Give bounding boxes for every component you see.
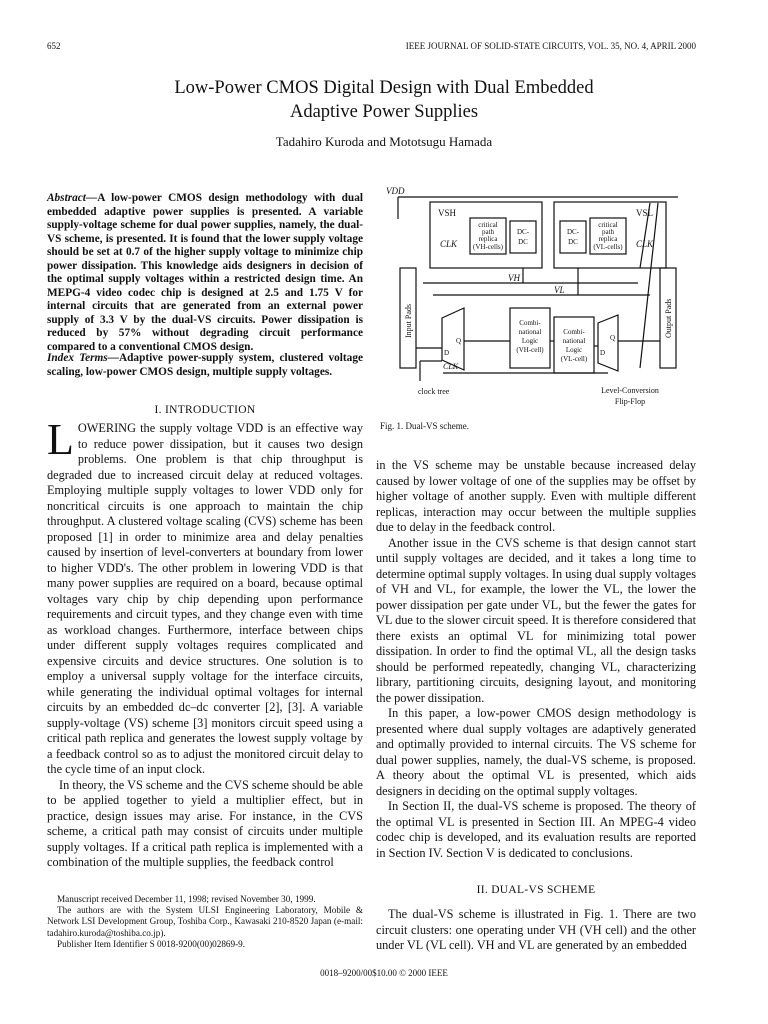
section-1-heading: I. INTRODUCTION	[154, 404, 256, 416]
index-terms-label: Index Terms—	[47, 352, 119, 364]
q-left-label: Q	[456, 337, 462, 345]
vsh-label: VSH	[438, 208, 457, 218]
level-conversion-line-2: Flip-Flop	[614, 397, 646, 406]
comb-h-line-3: Logic	[521, 337, 539, 345]
abstract-text: A low-power CMOS design methodology with dual embedded adaptive power supplies is presented. A variable supply-voltage scheme for dual power supplies, namely, the dual-VS scheme, is presented. It is found that the lower supply voltage should be set at 0.7 of the higher supply voltage to minimize chip power dissipation. This knowledge aids designers in decision of the optimal supply voltages within a restricted design time. An MEPG-4 video codec chip is designed at 2.5 and 1.75 V for internal circuits that are generated from an external power supply of 3.3 V by the dual-VS circuits. Power dissipation is reduced by 57% without degrading circuit performance compared to a conventional CMOS design.	[47, 192, 363, 353]
footnotes	[47, 894, 363, 950]
authors: Tadahiro Kuroda and Mototsugu Hamada	[275, 134, 493, 149]
drop-cap: L	[47, 415, 74, 464]
output-pads-label: Output Pads	[664, 298, 673, 338]
replica-h-line-2: path	[481, 228, 495, 236]
abstract	[47, 192, 363, 354]
q-right-label: Q	[610, 334, 616, 342]
comb-l-line-4: (VL-cell)	[560, 355, 588, 363]
comb-h-line-1: Combi-	[519, 319, 541, 327]
index-terms	[47, 352, 363, 379]
title-line-1: Low-Power CMOS Digital Design with Dual Embedded	[174, 78, 594, 98]
intro-column-2	[376, 458, 696, 861]
comb-l-line-1: Combi-	[563, 328, 585, 336]
replica-h-line-4: (VH-cells)	[473, 243, 503, 251]
index-terms-text: Adaptive power-supply system, clustered voltage scaling, low-power CMOS design, multiple supply voltages.	[47, 352, 363, 378]
intro-paragraph-3: in the VS scheme may be unstable because increased delay caused by lower voltage of one of the supplies may be offset by higher voltage of another supply. Even with multiple different replicas, interaction may occur between the multiple supplies due to delay in the feedback control.	[376, 458, 696, 534]
replica-l-line-4: (VL-cells)	[593, 243, 623, 251]
figure-1-caption: Fig. 1. Dual-VS scheme.	[380, 421, 469, 431]
vh-label: VH	[508, 273, 520, 283]
dcdc-h-line-2: DC	[518, 238, 528, 246]
comb-h-line-2: national	[518, 328, 542, 336]
clk-ff-label: CLK	[443, 362, 459, 371]
comb-h-line-4: (VH-cell)	[516, 346, 544, 354]
replica-l-line-1: critical	[598, 221, 618, 229]
footnote-publisher-id: Publisher Item Identifier S 0018-9200(00)02869-9.	[57, 938, 246, 949]
section-2-heading: II. DUAL-VS SCHEME	[476, 884, 596, 896]
comb-l-line-2: national	[562, 337, 586, 345]
figure-1-dual-vs-diagram	[378, 183, 700, 408]
intro-paragraph-2: In theory, the VS scheme and the CVS scheme should be able to be applied together to yield a multiplier effect, but in practice, design issues may arise. For instance, in the CVS scheme, a critical path may consist of circuits under multiple supply voltages. If a critical path replica is implemented with a combination of the multiple supplies, the feedback control	[47, 777, 363, 869]
copyright-footer: 0018–9200/00$10.00 © 2000 IEEE	[320, 968, 448, 978]
intro-paragraph-5: In this paper, a low-power CMOS design methodology is presented where dual supply voltages are adaptively generated and optimally provided to internal circuits. The VS scheme for dual power supplies, namely, the dual-VS scheme, is proposed. A theory about the optimal VL is presented, which aids designers in deciding on the optimal supply voltages.	[376, 706, 696, 798]
replica-l-line-2: path	[601, 228, 615, 236]
abstract-label: Abstract—	[47, 192, 98, 204]
comb-l-line-3: Logic	[565, 346, 583, 354]
level-conversion-line-1: Level-Conversion	[601, 386, 659, 395]
intro-column-1	[47, 415, 363, 871]
clock-tree-label: clock tree	[418, 387, 450, 396]
replica-h-line-1: critical	[478, 221, 498, 229]
section-2-body	[376, 907, 696, 954]
intro-paragraph-1: LOWERING the supply voltage VDD is an effective way to reduce power dissipation, but it causes two design problems. One problem is that chip throughput is degraded due to increased circuit delay at reduced voltages. Employing multiple supply voltages to lower VDD only for noncritical circuits is one approach to maintain the chip throughput. A clustered voltage scaling (CVS) scheme has been proposed [1] in order to minimize area and delay penalties caused by insertion of level-converters at boundary from lower to higher VDD's. The other problem in lowering VDD is that many power supplies are required on a board, because optimal voltages vary chip by chip depending upon performance requirements and circuit types, and they change even with time as workload changes. Furthermore, interface between chips under different supply voltages requires complicated and expensive circuits and device structures. One solution is to employ a universal supply voltage for the interface circuits, while generating the individual optimal voltages for internal circuits by an embedded dc–dc converter [2], [3]. A variable supply-voltage (VS) scheme [3] monitors circuit speed using a critical path replica and generates the lowest supply voltage by a feedback control so as to adjust the monitored circuit delay to the cycle time of an input clock.	[47, 415, 363, 776]
intro-paragraph-4: Another issue in the CVS scheme is that design cannot start until supply voltages are decided, and it takes a long time to determine optimal supply voltages. In using dual supply voltages of VH and VL, for example, the lower the VL, the lower the power dissipation per gate under VL, but the fewer the gates for VL due to the slower circuit speed. It is therefore considered that there exists an optimal VL for minimizing total power dissipation. In order to find the optimal VL, all the design tasks should be performed repeatedly, changing VL, characterizing library, partitioning circuits, designing layout, and monitoring the power dissipation.	[376, 535, 697, 705]
vsl-label: VSL	[636, 208, 654, 218]
title-line-2: Adaptive Power Supplies	[289, 102, 479, 122]
clk-h-label: CLK	[440, 239, 458, 249]
d-left-label: D	[444, 349, 450, 357]
dcdc-l-line-2: DC	[568, 238, 578, 246]
input-pads-label: Input Pads	[404, 304, 413, 338]
footnote-authors: The authors are with the System ULSI Engineering Laboratory, Mobile & Network LSI Development Group, Toshiba Corp., Kawasaki 210-8520 Japan (e-mail: tadahiro.kuroda@toshiba.co.jp).	[47, 905, 363, 938]
replica-h-line-3: replica	[478, 235, 498, 243]
intro-paragraph-6: In Section II, the dual-VS scheme is proposed. The theory of the optimal VL is presented in Section III. An MPEG-4 video codec chip is developed, and its evaluation results are reported in Section IV. Section V is dedicated to conclusions.	[376, 799, 696, 860]
dcdc-l-line-1: DC-	[566, 228, 580, 236]
section-2-paragraph-1: The dual-VS scheme is illustrated in Fig. 1. There are two circuit clusters: one operating under VH (VH cell) and the other under VL (VL cell). VH and VL are generated by an embedded	[376, 907, 696, 952]
replica-l-line-3: replica	[598, 235, 618, 243]
d-right-label: D	[600, 349, 606, 357]
vl-label: VL	[554, 285, 565, 295]
footnote-manuscript: Manuscript received December 11, 1998; revised November 30, 1999.	[57, 894, 316, 904]
dcdc-h-line-1: DC-	[516, 228, 530, 236]
journal-header: IEEE JOURNAL OF SOLID-STATE CIRCUITS, VOL. 35, NO. 4, APRIL 2000	[405, 41, 696, 51]
paper-title	[60, 76, 708, 124]
page-number: 652	[47, 41, 61, 51]
vdd-label: VDD	[386, 186, 405, 196]
clk-l-label: CLK	[636, 239, 654, 249]
